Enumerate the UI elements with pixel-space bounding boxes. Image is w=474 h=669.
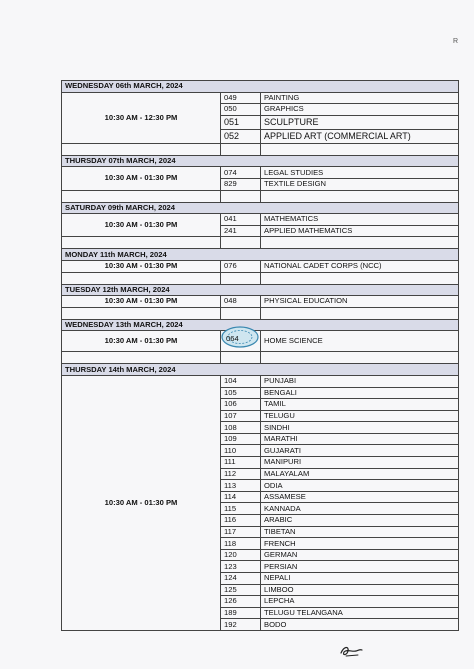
subject-code: 241	[221, 225, 261, 237]
subject-code: 125	[221, 584, 261, 596]
subject-code: 106	[221, 399, 261, 411]
spacer-row	[62, 190, 459, 202]
table-row	[62, 260, 459, 272]
signature-icon	[338, 643, 364, 659]
subject-code: 050	[221, 104, 261, 116]
subject-code: 052	[221, 129, 261, 143]
table-row	[62, 92, 459, 104]
time-slot: 10:30 AM - 01:30 PM	[62, 260, 221, 272]
subject-code: 120	[221, 549, 261, 561]
subject-code: 109	[221, 433, 261, 445]
subject-code: 105	[221, 387, 261, 399]
subject-name: HOME SCIENCE	[261, 331, 459, 352]
day-header: MONDAY 11th MARCH, 2024	[62, 249, 459, 261]
spacer-row	[62, 143, 459, 155]
subject-name: TIBETAN	[261, 526, 459, 538]
subject-code: 051	[221, 115, 261, 129]
day-header: SATURDAY 09th MARCH, 2024	[62, 202, 459, 214]
subject-name: NATIONAL CADET CORPS (NCC)	[261, 260, 459, 272]
subject-name: LEGAL STUDIES	[261, 167, 459, 179]
time-slot: 10:30 AM - 01:30 PM	[62, 214, 221, 237]
subject-name: MALAYALAM	[261, 468, 459, 480]
subject-code: 124	[221, 573, 261, 585]
subject-name: GERMAN	[261, 549, 459, 561]
subject-name: KANNADA	[261, 503, 459, 515]
day-header: TUESDAY 12th MARCH, 2024	[62, 284, 459, 296]
subject-name: PHYSICAL EDUCATION	[261, 296, 459, 308]
subject-code: 104	[221, 375, 261, 387]
subject-name: GUJARATI	[261, 445, 459, 457]
subject-name: TEXTILE DESIGN	[261, 178, 459, 190]
subject-code: 118	[221, 538, 261, 550]
subject-code: 115	[221, 503, 261, 515]
exam-schedule-table	[61, 80, 459, 631]
subject-code: 123	[221, 561, 261, 573]
subject-code: 114	[221, 491, 261, 503]
table-row	[62, 375, 459, 387]
spacer-row	[62, 307, 459, 319]
time-slot: 10:30 AM - 01:30 PM	[62, 296, 221, 308]
subject-code: 064	[226, 334, 239, 344]
day-header: WEDNESDAY 13th MARCH, 2024	[62, 319, 459, 331]
subject-code: 107	[221, 410, 261, 422]
subject-code: 108	[221, 422, 261, 434]
time-slot: 10:30 AM - 12:30 PM	[62, 92, 221, 143]
subject-name: LIMBOO	[261, 584, 459, 596]
day-header: THURSDAY 14th MARCH, 2024	[62, 364, 459, 376]
subject-code: 110	[221, 445, 261, 457]
subject-name: BODO	[261, 619, 459, 631]
subject-name: PERSIAN	[261, 561, 459, 573]
subject-code: 117	[221, 526, 261, 538]
subject-code: 076	[221, 260, 261, 272]
subject-name: APPLIED MATHEMATICS	[261, 225, 459, 237]
subject-code: 116	[221, 515, 261, 527]
subject-name: BENGALI	[261, 387, 459, 399]
subject-code: 111	[221, 457, 261, 469]
time-slot: 10:30 AM - 01:30 PM	[62, 375, 221, 630]
subject-name: TELUGU	[261, 410, 459, 422]
table-row	[62, 296, 459, 308]
subject-code: 041	[221, 214, 261, 226]
subject-code: 113	[221, 480, 261, 492]
subject-name: MATHEMATICS	[261, 214, 459, 226]
subject-code: 126	[221, 596, 261, 608]
table-row	[62, 167, 459, 179]
subject-name: ASSAMESE	[261, 491, 459, 503]
subject-name: PUNJABI	[261, 375, 459, 387]
subject-name: SINDHI	[261, 422, 459, 434]
subject-code: 048	[221, 296, 261, 308]
subject-name: NEPALI	[261, 573, 459, 585]
day-header: THURSDAY 07th MARCH, 2024	[62, 155, 459, 167]
subject-name: ODIA	[261, 480, 459, 492]
subject-name: SCULPTURE	[261, 115, 459, 129]
subject-name: LEPCHA	[261, 596, 459, 608]
subject-code: 189	[221, 607, 261, 619]
spacer-row	[62, 237, 459, 249]
subject-name: TAMIL	[261, 399, 459, 411]
subject-code-cell	[221, 331, 261, 352]
time-slot: 10:30 AM - 01:30 PM	[62, 331, 221, 352]
seal-stamp-icon	[220, 331, 260, 351]
time-slot: 10:30 AM - 01:30 PM	[62, 167, 221, 190]
subject-name: FRENCH	[261, 538, 459, 550]
subject-name: MARATHI	[261, 433, 459, 445]
subject-name: TELUGU TELANGANA	[261, 607, 459, 619]
table-row	[62, 214, 459, 226]
day-header: WEDNESDAY 06th MARCH, 2024	[62, 81, 459, 93]
subject-name: MANIPURI	[261, 457, 459, 469]
spacer-row	[62, 352, 459, 364]
subject-name: ARABIC	[261, 515, 459, 527]
subject-code: 049	[221, 92, 261, 104]
table-row	[62, 331, 459, 352]
subject-code: 074	[221, 167, 261, 179]
subject-name: APPLIED ART (COMMERCIAL ART)	[261, 129, 459, 143]
spacer-row	[62, 272, 459, 284]
subject-code: 829	[221, 178, 261, 190]
page-corner-mark: R	[452, 38, 458, 45]
subject-code: 192	[221, 619, 261, 631]
subject-name: GRAPHICS	[261, 104, 459, 116]
subject-code: 112	[221, 468, 261, 480]
subject-name: PAINTING	[261, 92, 459, 104]
